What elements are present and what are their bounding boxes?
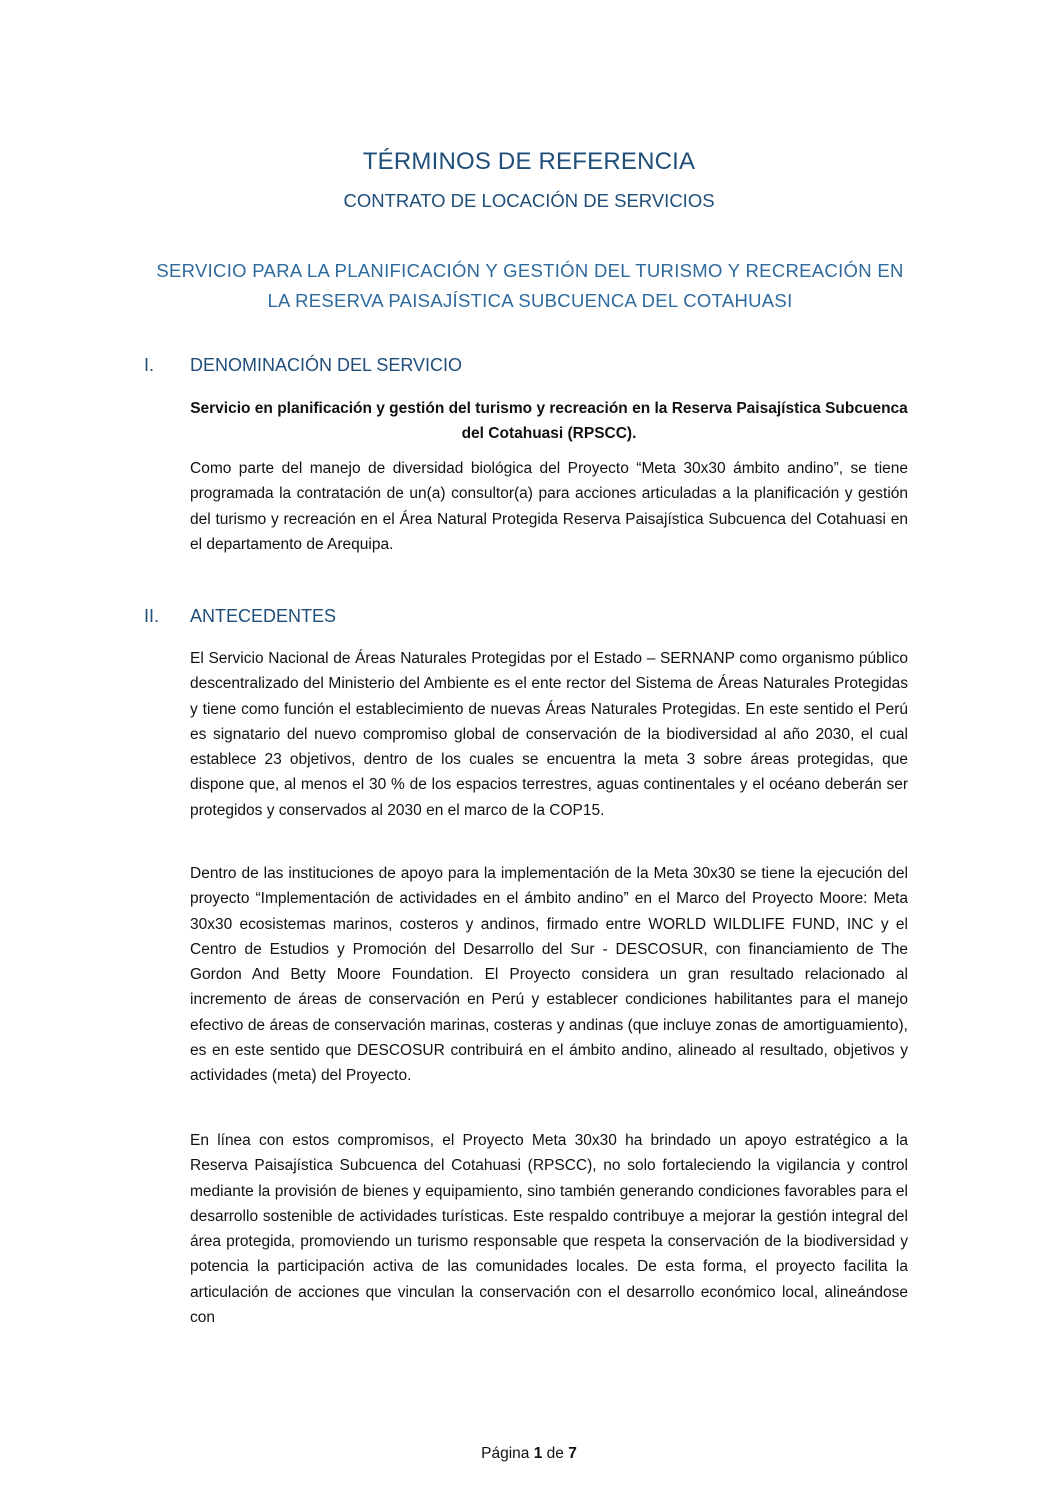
- paragraph: Dentro de las instituciones de apoyo para la implementación de la Meta 30x30 se tiene la ejecución del proyecto “Implementación de actividades en el ámbito andino” en el Marco del Proyecto Moore: Meta 30x30 ecosistemas marinos, costeros y andinos, firmado entre WORLD WILDLIFE FUND, INC y el Centro de Estudios y Promoción del Desarrollo del Sur - DESCOSUR, con financiamiento de The Gordon And Betty Moore Foundation. El Proyecto considera un gran resultado relacionado al incremento de áreas de conservación en Perú y establecer condiciones habilitantes para el manejo efectivo de áreas de conservación marinas, costeras y andinas (que incluye zonas de amortiguamiento), es en este sentido que DESCOSUR contribuirá en el ámbito andino, alineado al resultado, objetivos y actividades (meta) del Proyecto.: [190, 865, 908, 1085]
- current-page-number: 1: [533, 1445, 543, 1462]
- section-title: ANTECEDENTES: [190, 606, 337, 626]
- service-title: SERVICIO PARA LA PLANIFICACIÓN Y GESTIÓN DEL TURISMO Y RECREACIÓN EN LA RESERVA PAISAJÍSTICA SUBCUENCA DEL COTAHUASI: [156, 260, 904, 311]
- service-statement: Servicio en planificación y gestión del turismo y recreación en la Reserva Paisajística Subcuenca del Cotahuasi (RPSCC).: [190, 400, 908, 442]
- total-pages-number: 7: [568, 1445, 577, 1462]
- document-title: TÉRMINOS DE REFERENCIA: [362, 148, 696, 175]
- paragraph: En línea con estos compromisos, el Proyecto Meta 30x30 ha brindado un apoyo estratégico a la Reserva Paisajística Subcuenca del Cotahuasi (RPSCC), no solo fortaleciendo la vigilancia y control mediante la provisión de bienes y equipamiento, sino también generando condiciones favorables para el desarrollo sostenible de actividades turísticas. Este respaldo contribuye a mejorar la gestión integral del área protegida, promoviendo un turismo responsable que respeta la conservación de la biodiversidad y potencia la participación activa de las comunidades locales. De esta forma, el proyecto facilita la articulación de acciones que vinculan la conservación con el desarrollo económico local, alineándose con: [190, 1132, 908, 1327]
- paragraph: El Servicio Nacional de Áreas Naturales Protegidas por el Estado – SERNANP como organismo público descentralizado del Ministerio del Ambiente es el ente rector del Sistema de Áreas Naturales Protegidas y tiene como función el establecimiento de nuevas Áreas Naturales Protegidas. En este sentido el Perú es signatario del nuevo compromiso global de conservación de la biodiversidad al año 2030, el cual establece 23 objetivos, dentro de los cuales se encuentra la meta 3 sobre áreas protegidas, que dispone que, al menos el 30 % de los espacios terrestres, aguas continentales y el océano deberán ser protegidos y conservados al 2030 en el marco de la COP15.: [190, 650, 908, 819]
- page-label: Página: [481, 1445, 530, 1462]
- page-separator: de: [546, 1445, 564, 1462]
- paragraph: Como parte del manejo de diversidad biológica del Proyecto “Meta 30x30 ámbito andino”, se tiene programada la contratación de un(a) consultor(a) para acciones articuladas a la planificación y gestión del turismo y recreación en el Área Natural Protegida Reserva Paisajística Subcuenca del Cotahuasi en el departamento de Arequipa.: [190, 460, 908, 553]
- section-number: II.: [144, 606, 160, 626]
- section-number: I.: [144, 355, 155, 375]
- section-title: DENOMINACIÓN DEL SERVICIO: [190, 355, 463, 375]
- document-subtitle: CONTRATO DE LOCACIÓN DE SERVICIOS: [343, 190, 715, 211]
- page-footer: [0, 1445, 1058, 1463]
